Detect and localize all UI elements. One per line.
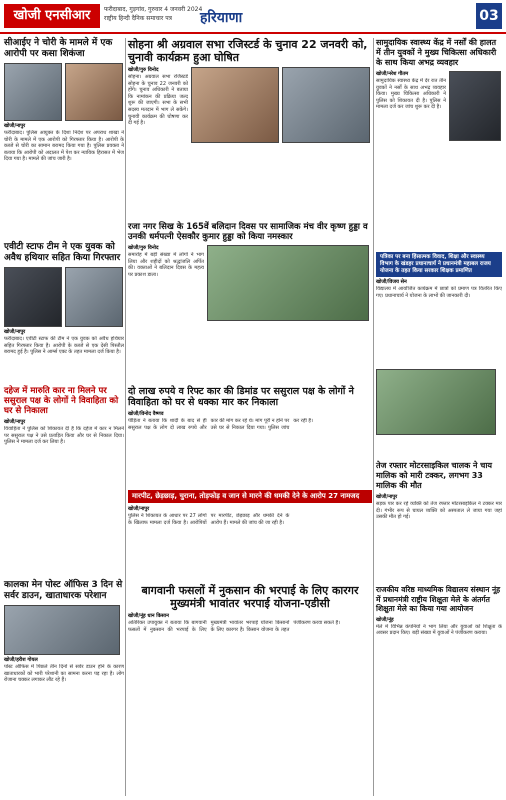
article-headline: बागवानी फसलों में नुकसान की भरपाई के लिए कारगर मुख्यमंत्री भावांतर भरपाई योजना-एडीसी	[141, 584, 359, 610]
article-apprenticeship-fair	[376, 585, 502, 796]
article-avt-arms	[4, 242, 124, 382]
article-byline: खोजी/विनोद वैष्णव	[128, 411, 164, 417]
article-dowry-car	[4, 386, 124, 576]
article-byline: खोजी/नापुर	[4, 329, 26, 335]
article-photo	[449, 71, 501, 141]
article-photo	[4, 63, 62, 121]
masthead-tagline: राष्ट्रीय हिन्दी दैनिक समाचार पत्र	[104, 15, 172, 22]
article-27-named	[128, 490, 372, 580]
article-byline: खोजी/नूंह	[376, 616, 394, 623]
article-body: सड़क पार कर रहे व्यक्ति को तेज रफ्तार मोटरसाइकिल ने टक्कर मार दी। गंभीर रूप से घायल व्यक्ति को अस्पताल ले जाया गया जहां उसकी मौत हो गई।	[376, 501, 502, 521]
article-cia-theft	[4, 38, 124, 238]
article-headline: राजकीय वरिष्ठ माध्यमिक विद्यालय संस्थान नूंह में प्रधानमंत्री राष्ट्रीय शिक्षुता मेले के अंतर्गत शिक्षुता मेले का किया गया आयोजन	[376, 585, 501, 613]
article-byline: खोजी/नरेश गौतम	[376, 71, 409, 77]
article-byline: खोजी/नापुर	[4, 123, 26, 129]
masthead	[0, 0, 506, 34]
article-headline: दहेज में मारुति कार ना मिलने पर ससुराल पक्ष के लोगों ने विवाहिता को घर से निकाला	[4, 386, 119, 416]
masthead-date: फरीदाबाद, गुड़गांव, गुरुवार 4 जनवरी 2024	[104, 6, 203, 13]
article-two-lakh-demand	[128, 386, 372, 486]
article-headline: रजा नगर सिख के 165वें बलिदान दिवस पर सामाजिक मंच वीर कृष्ण हुड्डा व उनकी धर्मपत्नी ऐसकौर कुमार हुड्डा को किया नमस्कार	[128, 222, 368, 242]
article-post-office	[4, 580, 124, 796]
article-school-certificates	[376, 252, 502, 457]
article-byline: खोजी/नापुर	[128, 506, 150, 512]
article-byline: खोजी/गुरु विनोद	[128, 245, 159, 251]
article-headline: सीआईए ने चोरी के मामले में एक आरोपी पर कसा शिकंजा	[4, 38, 113, 59]
article-byline: खोजी/नापुर	[4, 419, 26, 425]
article-body: सामुदायिक स्वास्थ्य केंद्र में देर रात तीन युवकों ने नर्सों के साथ अभद्र व्यवहार किया। मुख्य चिकित्सा अधिकारी ने पुलिस को शिकायत दी है। पुलिस ने मामला दर्ज कर जांच शुरू कर दी है।	[376, 78, 446, 111]
article-body: विवाहिता ने पुलिस को शिकायत दी है कि दहेज में कार न मिलने पर ससुराल पक्ष ने उसे प्रताड़ित किया और घर से निकाल दिया। पुलिस ने मामला दर्ज कर लिया है।	[4, 426, 124, 446]
article-health-center	[376, 38, 502, 248]
article-photo	[207, 245, 369, 321]
article-body: विद्यालय में आयोजित कार्यक्रम में छात्रों को प्रमाण पत्र वितरित किए गए। प्रधानाचार्य ने योजना के लाभों की जानकारी दी।	[376, 286, 502, 299]
column-rule	[125, 38, 126, 796]
article-photo	[4, 267, 62, 327]
article-headline: सोहना श्री अग्रवाल सभा रजिस्टर्ड के चुनाव 22 जनवरी को, चुनावी कार्यक्रम हुआ घोषित	[128, 38, 368, 64]
article-photo	[65, 267, 123, 327]
masthead-meta	[104, 5, 202, 23]
article-byline: खोजी/हरीश गोयल	[4, 657, 38, 663]
article-byline: खोजी/नापुर	[376, 494, 398, 500]
article-byline: खोजी/नूंह धान किसान	[128, 613, 169, 619]
article-photo	[376, 369, 496, 435]
article-headline: सामुदायिक स्वास्थ्य केंद्र में नर्सों की हालत में तीन युवकों ने मुख्य चिकित्सा अधिकारी के साथ किया अभद्र व्यवहार	[376, 38, 497, 67]
article-martyrdom-day	[128, 222, 372, 382]
newspaper-logo: खोजी एनसीआर	[4, 4, 100, 28]
article-headline: तेज रफ्तार मोटरसाइकिल चालक ने चाय मालिक को मारी टक्कर, लगभग 33 मालिक की मौत	[376, 461, 493, 490]
article-body: पीड़िता ने बताया कि शादी के बाद से ही ससुराल पक्ष के लोग दो लाख रुपये और कार की मांग कर रहे थे। मांग पूरी न होने पर उसे घर से निकाल दिया गया। पुलिस जांच कर रही है।	[128, 418, 313, 431]
article-body: पुलिस ने शिकायत के आधार पर 27 लोगों के खिलाफ मामला दर्ज किया है। आरोपियों पर मारपीट, छेड़छाड़ और धमकी देने के आरोप हैं। मामले की जांच की जा रही है।	[128, 513, 290, 526]
article-body: मेले में विभिन्न कंपनियों ने भाग लिया और युवाओं को शिक्षुता के अवसर प्रदान किए। बड़ी संख्या में युवाओं ने पंजीकरण कराया।	[376, 623, 502, 637]
article-body: पोस्ट ऑफिस में पिछले तीन दिनों से सर्वर डाउन होने के कारण खाताधारकों को भारी परेशानी का सामना करना पड़ रहा है। लोग रोजाना चक्कर लगाकर लौट रहे हैं।	[4, 664, 124, 684]
article-agarwal-sabha	[128, 38, 372, 218]
article-headline: पत्रिका पर बना हिंसात्मक विवाद, शिक्षा और स्वास्थ्य विभाग के खंडहर प्रधानाचार्य ने प्रधानमंत्री महाबल राजय योजना के तहत किया सरकार शिक्षक प्रमाणित	[376, 252, 502, 277]
article-headline: एवीटी स्टाफ टीम ने एक युवक को अवैध हथियार सहित किया गिरफ्तार	[4, 242, 121, 263]
article-body: फरीदाबाद। पुलिस आयुक्त के दिशा निर्देश पर अपराध शाखा ने चोरी के मामले में एक आरोपी को गिरफ्तार किया है। आरोपी के कब्जे से चोरी का सामान बरामद किया गया है। पुलिस प्रवक्ता ने बताया कि आरोपी को अदालत में पेश कर न्यायिक हिरासत में भेज दिया गया है। मामले की जांच जारी है।	[4, 130, 124, 163]
article-headline: कालका मेन पोस्ट ऑफिस 3 दिन से सर्वर डाउन, खाताधारक परेशान	[4, 580, 123, 601]
column-rule	[373, 38, 374, 796]
article-horticulture-scheme	[128, 584, 372, 796]
article-body: अतिरिक्त उपायुक्त ने बताया कि बागवानी फसलों में नुकसान की भरपाई के लिए मुख्यमंत्री भावांतर भरपाई योजना किसानों के लिए कारगर है। किसान योजना के तहत पंजीकरण करवा सकते हैं।	[128, 620, 341, 633]
article-photo	[65, 63, 123, 121]
page-number: 03	[476, 3, 502, 29]
article-headline: दो लाख रुपये व रिफ्ट कार की डिमांड पर ससुराल पक्ष के लोगों ने विवाहिता को घर से धक्का मार कर निकाला	[128, 386, 354, 408]
article-road-accident	[376, 461, 502, 581]
article-headline: मारपीट, छेड़छाड़, चुराना, तोड़फोड़ व जान से मारने की धमकी देने के आरोप 27 नामजद	[128, 490, 372, 503]
section-title: हरियाणा	[200, 10, 243, 26]
article-body: सोहना। अग्रवाल सभा रजिस्टर्ड सोहना के चुनाव 22 जनवरी को होंगे। चुनाव अधिकारी ने बताया कि नामांकन की प्रक्रिया जल्द शुरू की जाएगी। सभा के सभी सदस्य मतदान में भाग ले सकेंगे। चुनावी कार्यक्रम की घोषणा कर दी गई है।	[128, 74, 188, 127]
article-byline: खोजी/गुरु विनोद	[128, 67, 159, 73]
article-photo	[282, 67, 370, 143]
article-byline: खोजी/विजय सेन	[376, 279, 407, 285]
article-body: समारोह में बड़ी संख्या में लोगों ने भाग लिया और शहीदों को श्रद्धांजलि अर्पित की। वक्ताओं ने बलिदान दिवस के महत्व पर प्रकाश डाला।	[128, 252, 204, 278]
article-body: फरीदाबाद। एवीटी स्टाफ की टीम ने एक युवक को अवैध हथियार सहित गिरफ्तार किया है। आरोपी के कब्जे से एक देसी पिस्तौल बरामद हुई है। पुलिस ने आर्म्स एक्ट के तहत मामला दर्ज किया है।	[4, 336, 124, 356]
article-photo	[191, 67, 279, 143]
article-photo	[4, 605, 120, 655]
